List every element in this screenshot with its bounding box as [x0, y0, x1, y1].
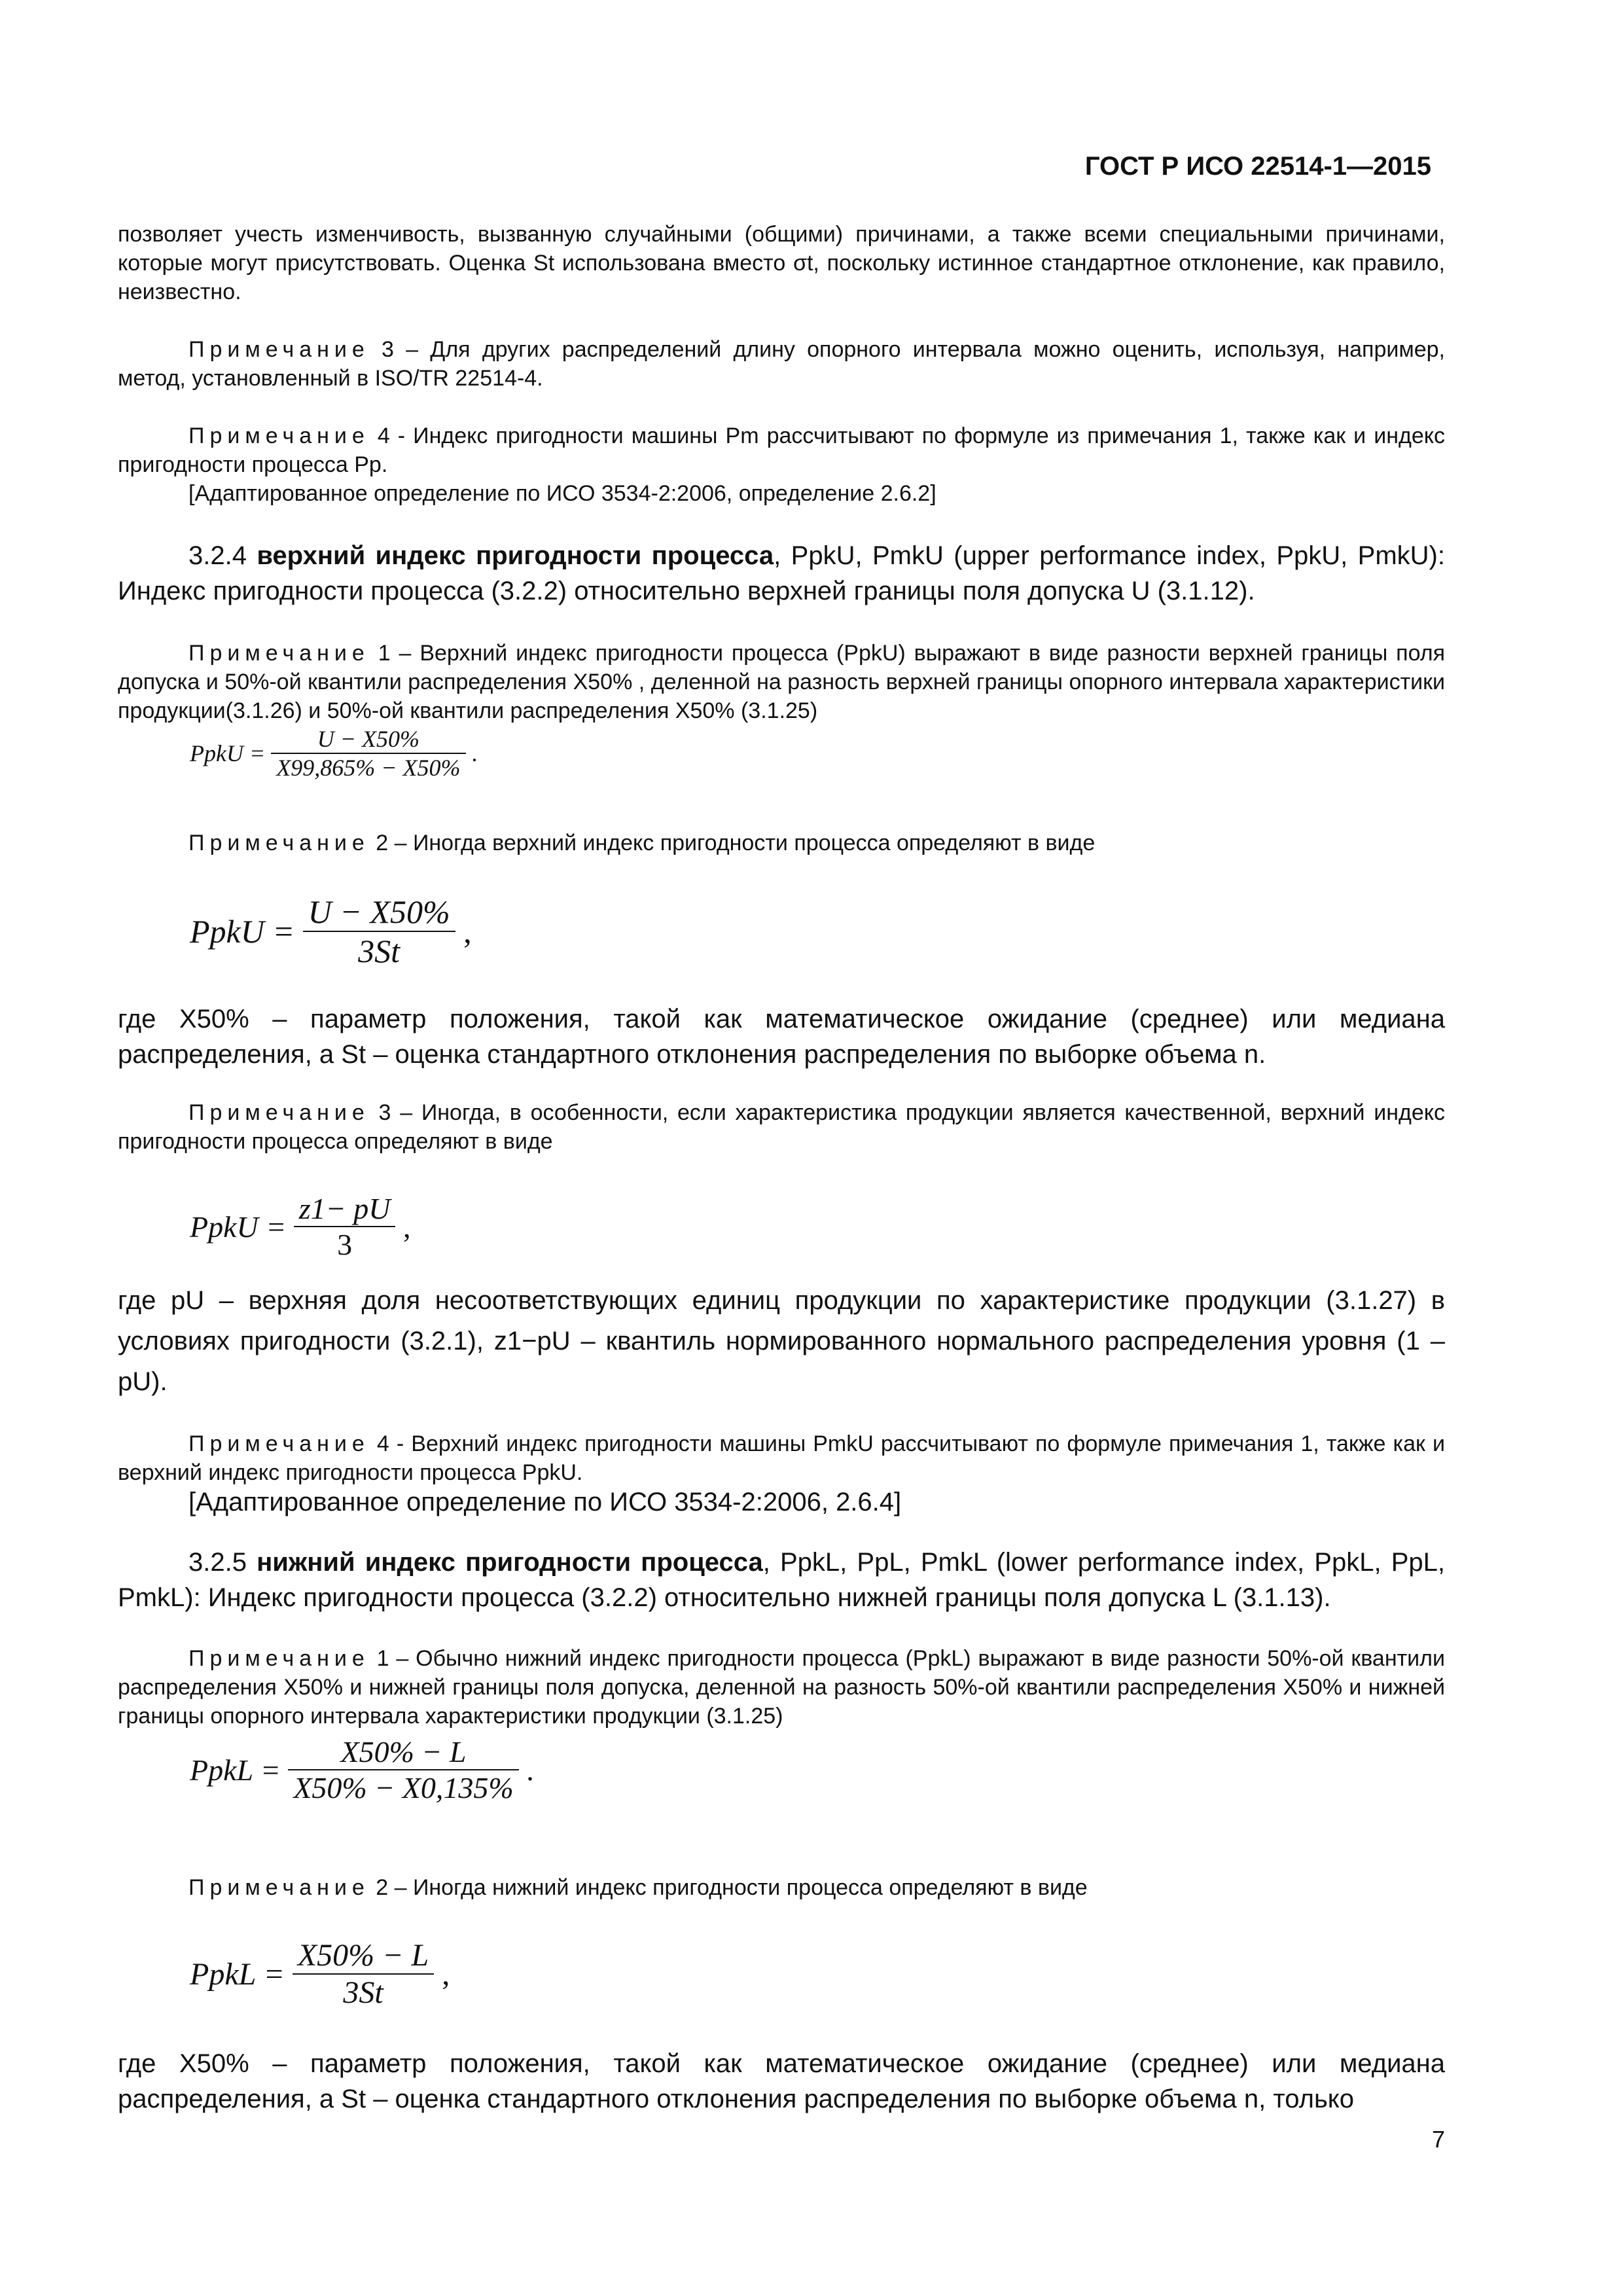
formula-fraction [288, 1734, 518, 1805]
formula-ppku-1 [190, 725, 478, 781]
formula-ppkl-2 [190, 1937, 450, 2011]
formula-ppku-2 [190, 893, 472, 970]
term-definition: , PpkU, PmkU (upper performance index, PpkU, PmkU): Индекс пригодности процесса (3.2.2) относительно верхней границы поля допуска U (3.1.12). [118, 541, 1445, 605]
note-text: 2 – Иногда верхний индекс пригодности процесса определяют в виде [369, 831, 1096, 855]
formula-numerator: X50% − L [297, 1938, 429, 1973]
formula-tail: , [402, 1210, 411, 1244]
note-2-lower [118, 1873, 1445, 1902]
page-number: 7 [1431, 2126, 1445, 2153]
note-4-upper [118, 1429, 1445, 1487]
formula-tail: , [463, 913, 472, 950]
note-label: Примечание [188, 1431, 370, 1456]
formula-numerator: X50% − L [340, 1735, 467, 1768]
note-text: 4 - Индекс пригодности машины Pm рассчитывают по формуле из примечания 1, также как и индекс пригодности процесса Pp. [118, 423, 1445, 477]
adapted-definition-a: [Адаптированное определение по ИСО 3534-2:2006, определение 2.6.2] [188, 481, 936, 506]
formula-lhs: PpkU = [190, 913, 295, 950]
term-number: 3.2.5 [188, 1548, 257, 1577]
note-label: Примечание [188, 641, 370, 666]
term-number: 3.2.4 [188, 541, 257, 570]
formula-ppkl-1 [190, 1734, 534, 1805]
formula-lhs: PpkU = [190, 740, 266, 766]
intro-paragraph: позволяет учесть изменчивость, вызванную случайными (общими) причинами, а также всеми специальными причинами, которые могут присутствовать. Оценка St использована вместо σt, поскольку истинное стандартное отклонение, как правило, неизвестно. [118, 222, 1445, 304]
note-1-upper [118, 639, 1445, 725]
note-label: Примечание [188, 1875, 370, 1900]
formula-denominator: 3St [303, 931, 455, 970]
term-definition: , PpkL, PpL, PmkL (lower performance index, PpkL, PpL, PmkL): Индекс пригодности процесса (3.2.2) относительно нижней границы поля допуска L (3.1.13). [118, 1548, 1446, 1612]
formula-denominator: X99,865% − X50% [271, 753, 465, 781]
where-explanation-1: где X50% – параметр положения, такой как математическое ожидание (среднее) или медиана распределения, а St – оценка стандартного отклонения распределения по выборке объема n. [118, 1005, 1445, 1069]
term-title: верхний индекс пригодности процесса [257, 541, 774, 570]
note-text: 1 – Верхний индекс пригодности процесса (PpkU) выражают в виде разности верхней границы поля допуска и 50%-ой квантили распределения X50% , деленной на разность верхней границы опорного интервала характеристики продукции(3.1.26) и 50%-ой квантили распределения X50% (3.1.25) [118, 641, 1445, 723]
note-3-prev [118, 335, 1445, 393]
formula-numerator: z1− pU [298, 1192, 391, 1225]
term-title: нижний индекс пригодности процесса [257, 1548, 763, 1577]
note-label: Примечание [188, 337, 370, 362]
document-header: ГОСТ Р ИСО 22514-1—2015 [1084, 152, 1431, 181]
formula-ppku-3 [190, 1191, 410, 1262]
formula-tail: , [442, 1956, 450, 1992]
note-4-prev [118, 422, 1445, 479]
where-explanation-2: где pU – верхняя доля несоответствующих единиц продукции по характеристике продукции (3.1.27) в условиях пригодности (3.2.1), z1−pU – квантиль нормированного нормального распределения уровня (1 – pU). [118, 1286, 1445, 1396]
formula-tail: . [526, 1753, 534, 1787]
note-2-upper [118, 829, 1445, 857]
note-label: Примечание [188, 423, 370, 448]
formula-lhs: PpkL = [190, 1956, 285, 1992]
where-explanation-3: где X50% – параметр положения, такой как математическое ожидание (среднее) или медиана распределения, а St – оценка стандартного отклонения распределения по выборке объема n, только [118, 2049, 1445, 2113]
note-1-lower [118, 1644, 1445, 1731]
formula-fraction [271, 725, 465, 781]
formula-fraction [294, 1191, 396, 1262]
formula-denominator: 3St [293, 1973, 434, 2011]
note-text: 1 – Обычно нижний индекс пригодности процесса (PpkL) выражают в виде разности 50%-ой квантили распределения X50% и нижней границы поля допуска, деленной на разность 50%-ой квантили распределения X50% и нижней границы опорного интервала характеристики продукции (3.1.25) [118, 1646, 1445, 1729]
formula-lhs: PpkU = [190, 1210, 287, 1244]
term-3-2-5 [118, 1545, 1445, 1615]
note-label: Примечание [188, 831, 370, 855]
formula-numerator: U − X50% [317, 726, 420, 752]
formula-tail: . [471, 740, 478, 766]
formula-numerator: U − X50% [308, 893, 450, 930]
adapted-definition-b: [Адаптированное определение по ИСО 3534-2:2006, 2.6.4] [188, 1488, 902, 1516]
note-text: 3 – Иногда, в особенности, если характеристика продукции является качественной, верхний индекс пригодности процесса определяют в виде [118, 1100, 1445, 1154]
note-text: 2 – Иногда нижний индекс пригодности процесса определяют в виде [369, 1875, 1088, 1900]
note-text: 4 - Верхний индекс пригодности машины PmkU рассчитывают по формуле примечания 1, также как и верхний индекс пригодности процесса PpkU. [118, 1431, 1445, 1485]
formula-lhs: PpkL = [190, 1753, 281, 1787]
formula-denominator: X50% − X0,135% [288, 1769, 518, 1805]
note-label: Примечание [188, 1100, 370, 1125]
formula-fraction [293, 1937, 434, 2011]
note-label: Примечание [188, 1646, 370, 1671]
formula-denominator: 3 [294, 1226, 396, 1262]
term-3-2-4 [118, 538, 1445, 609]
formula-fraction [303, 893, 455, 970]
note-text: 3 – Для других распределений длину опорного интервала можно оценить, используя, например, метод, установленный в ISO/TR 22514-4. [118, 337, 1445, 391]
note-3-upper [118, 1098, 1445, 1156]
